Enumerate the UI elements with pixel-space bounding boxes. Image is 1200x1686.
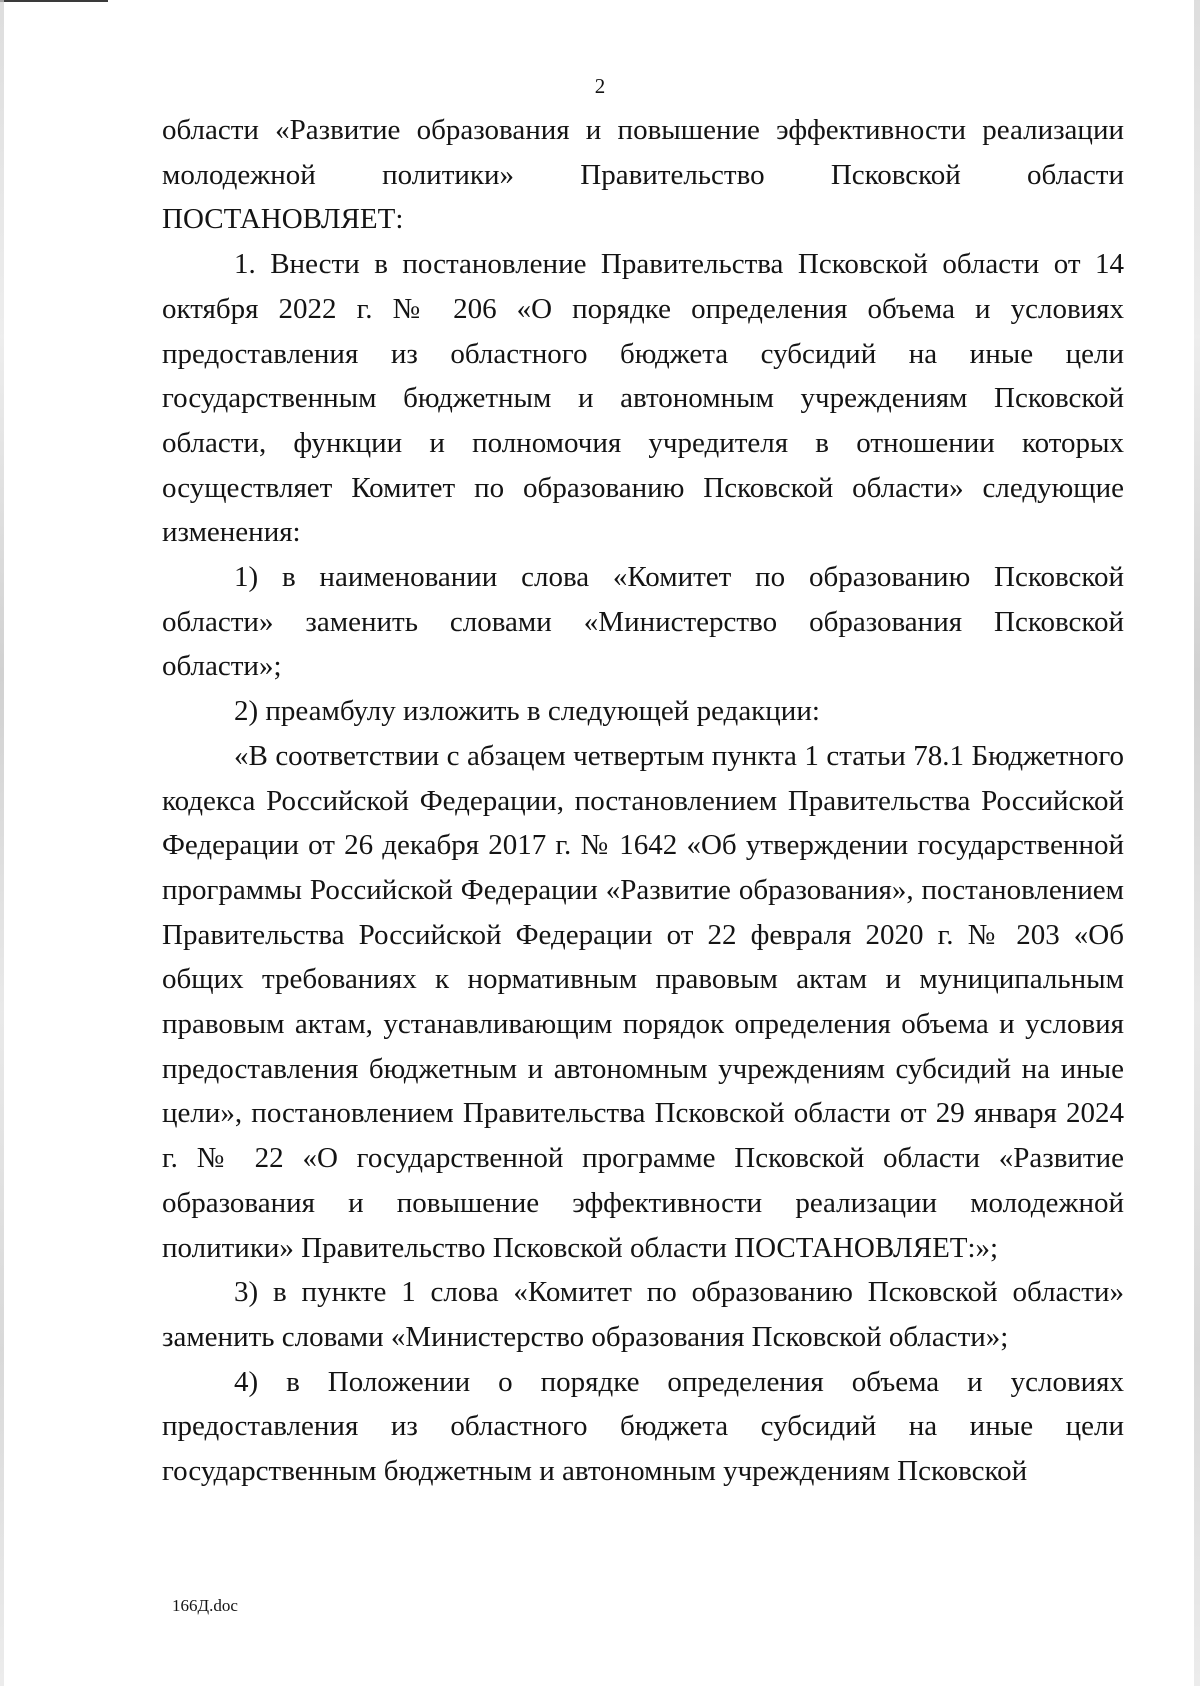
page-number: 2	[594, 74, 606, 98]
paragraph-item-1: 1. Внести в постановление Правительства Псковской области от 14 октября 2022 г. № 206 «О порядке определения объема и условиях предоставления из областного бюджета субсидий на иные цели государственным бюджетным и автономным учреждениям Псковской области, функции и полномочия учредителя в отношении которых осуществляет Комитет по образованию Псковской области» следующие изменения:	[162, 248, 1124, 549]
paragraph-subitem-1: 1) в наименовании слова «Комитет по образованию Псковской области» заменить словами «Министерство образования Псковской области»;	[162, 561, 1124, 683]
top-rule	[0, 0, 108, 2]
paragraph-continuation: области «Развитие образования и повышение эффективности реализации молодежной политики» Правительство Псковской области ПОСТАНОВЛЯЕТ:	[162, 114, 1124, 236]
paragraph-subitem-4: 4) в Положении о порядке определения объема и условиях предоставления из областного бюджета субсидий на иные цели государственным бюджетным и автономным учреждениям Псковской	[162, 1365, 1124, 1488]
scan-edge-right	[1194, 0, 1200, 1686]
scan-edge-left	[0, 0, 4, 1686]
paragraph-subitem-2: 2) преамбулу изложить в следующей редакции:	[234, 695, 820, 728]
paragraph-preamble-quote: «В соответствии с абзацем четвертым пункта 1 статьи 78.1 Бюджетного кодекса Российской Федерации, постановлением Правительства Российской Федерации от 26 декабря 2017 г. № 1642 «Об утверждении государственной программы Российской Федерации «Развитие образования», постановлением Правительства Российской Федерации от 22 февраля 2020 г. № 203 «Об общих требованиях к нормативным правовым актам и муниципальным правовым актам, устанавливающим порядок определения объема и условия предоставления бюджетным и автономным учреждениям субсидий на иные цели», постановлением Правительства Псковской области от 29 января 2024 г. № 22 «О государственной программе Псковской области «Развитие образования и повышение эффективности реализации молодежной политики» Правительство Псковской области ПОСТАНОВЛЯЕТ:»;	[162, 739, 1124, 1264]
footer-filename: 166Д.doc	[172, 1596, 238, 1615]
document-body	[162, 108, 1124, 1494]
paragraph-subitem-3: 3) в пункте 1 слова «Комитет по образованию Псковской области» заменить словами «Министерство образования Псковской области»;	[162, 1276, 1124, 1353]
